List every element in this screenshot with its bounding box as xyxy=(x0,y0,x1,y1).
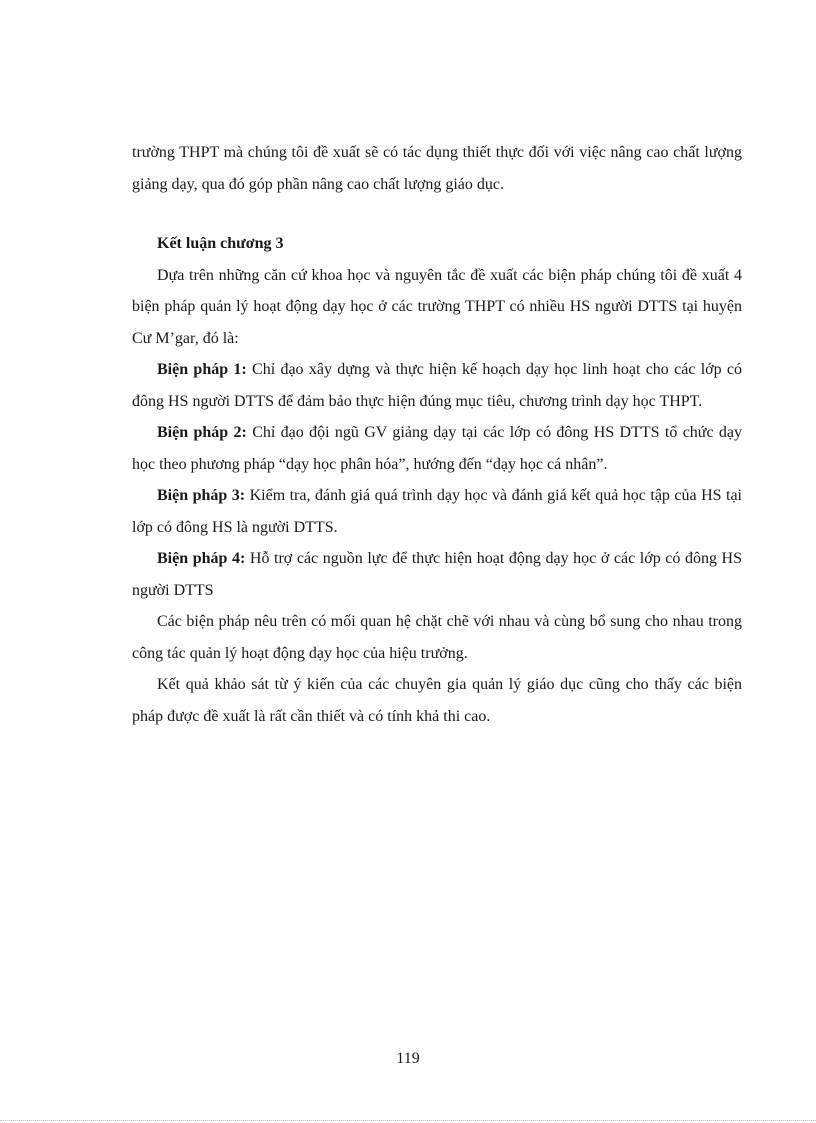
measure-4-label: Biện pháp 4: xyxy=(157,550,246,567)
measure-1-paragraph xyxy=(132,354,742,417)
measure-4-paragraph xyxy=(132,543,742,606)
measure-3-paragraph xyxy=(132,480,742,543)
page-body xyxy=(132,137,742,732)
measure-3-label: Biện pháp 3: xyxy=(157,487,246,504)
measure-2-paragraph xyxy=(132,417,742,480)
page-number: 119 xyxy=(396,1050,420,1067)
measure-4-text: Hỗ trợ các nguồn lực để thực hiện hoạt động dạy học ở các lớp có đông HS người DTTS xyxy=(132,550,743,599)
measure-1-text: Chỉ đạo xây dựng và thực hiện kế hoạch dạy học linh hoạt cho các lớp có đông HS người DTTS để đảm bảo thực hiện đúng mục tiêu, chương trình dạy học THPT. xyxy=(132,361,742,410)
intro-paragraph: trường THPT mà chúng tôi đề xuất sẽ có tác dụng thiết thực đối với việc nâng cao chất lượng giảng dạy, qua đó góp phần nâng cao chất lượng giáo dục. xyxy=(132,144,742,193)
overview-paragraph: Dựa trên những căn cứ khoa học và nguyên tắc đề xuất các biện pháp chúng tôi đề xuất 4 biện pháp quản lý hoạt động dạy học ở các trường THPT có nhiều HS người DTTS tại huyện Cư M’gar, đó là: xyxy=(132,266,742,347)
measure-2-text: Chỉ đạo đội ngũ GV giảng dạy tại các lớp có đông HS DTTS tổ chức dạy học theo phương pháp “dạy học phân hóa”, hướng đến “dạy học cá nhân”. xyxy=(132,424,743,473)
page-bottom-divider xyxy=(0,1120,816,1121)
section-heading: Kết luận chương 3 xyxy=(157,235,284,252)
measure-2-label: Biện pháp 2: xyxy=(157,424,247,441)
relation-paragraph: Các biện pháp nêu trên có mối quan hệ chặt chẽ với nhau và cùng bổ sung cho nhau trong công tác quản lý hoạt động dạy học của hiệu trưởng. xyxy=(132,613,742,662)
measure-3-text: Kiểm tra, đánh giá quá trình dạy học và đánh giá kết quả học tập của HS tại lớp có đông HS là người DTTS. xyxy=(132,487,743,536)
survey-paragraph: Kết quả khảo sát từ ý kiến của các chuyên gia quản lý giáo dục cũng cho thấy các biện pháp được đề xuất là rất cần thiết và có tính khả thi cao. xyxy=(132,676,742,725)
measure-1-label: Biện pháp 1: xyxy=(157,361,247,378)
